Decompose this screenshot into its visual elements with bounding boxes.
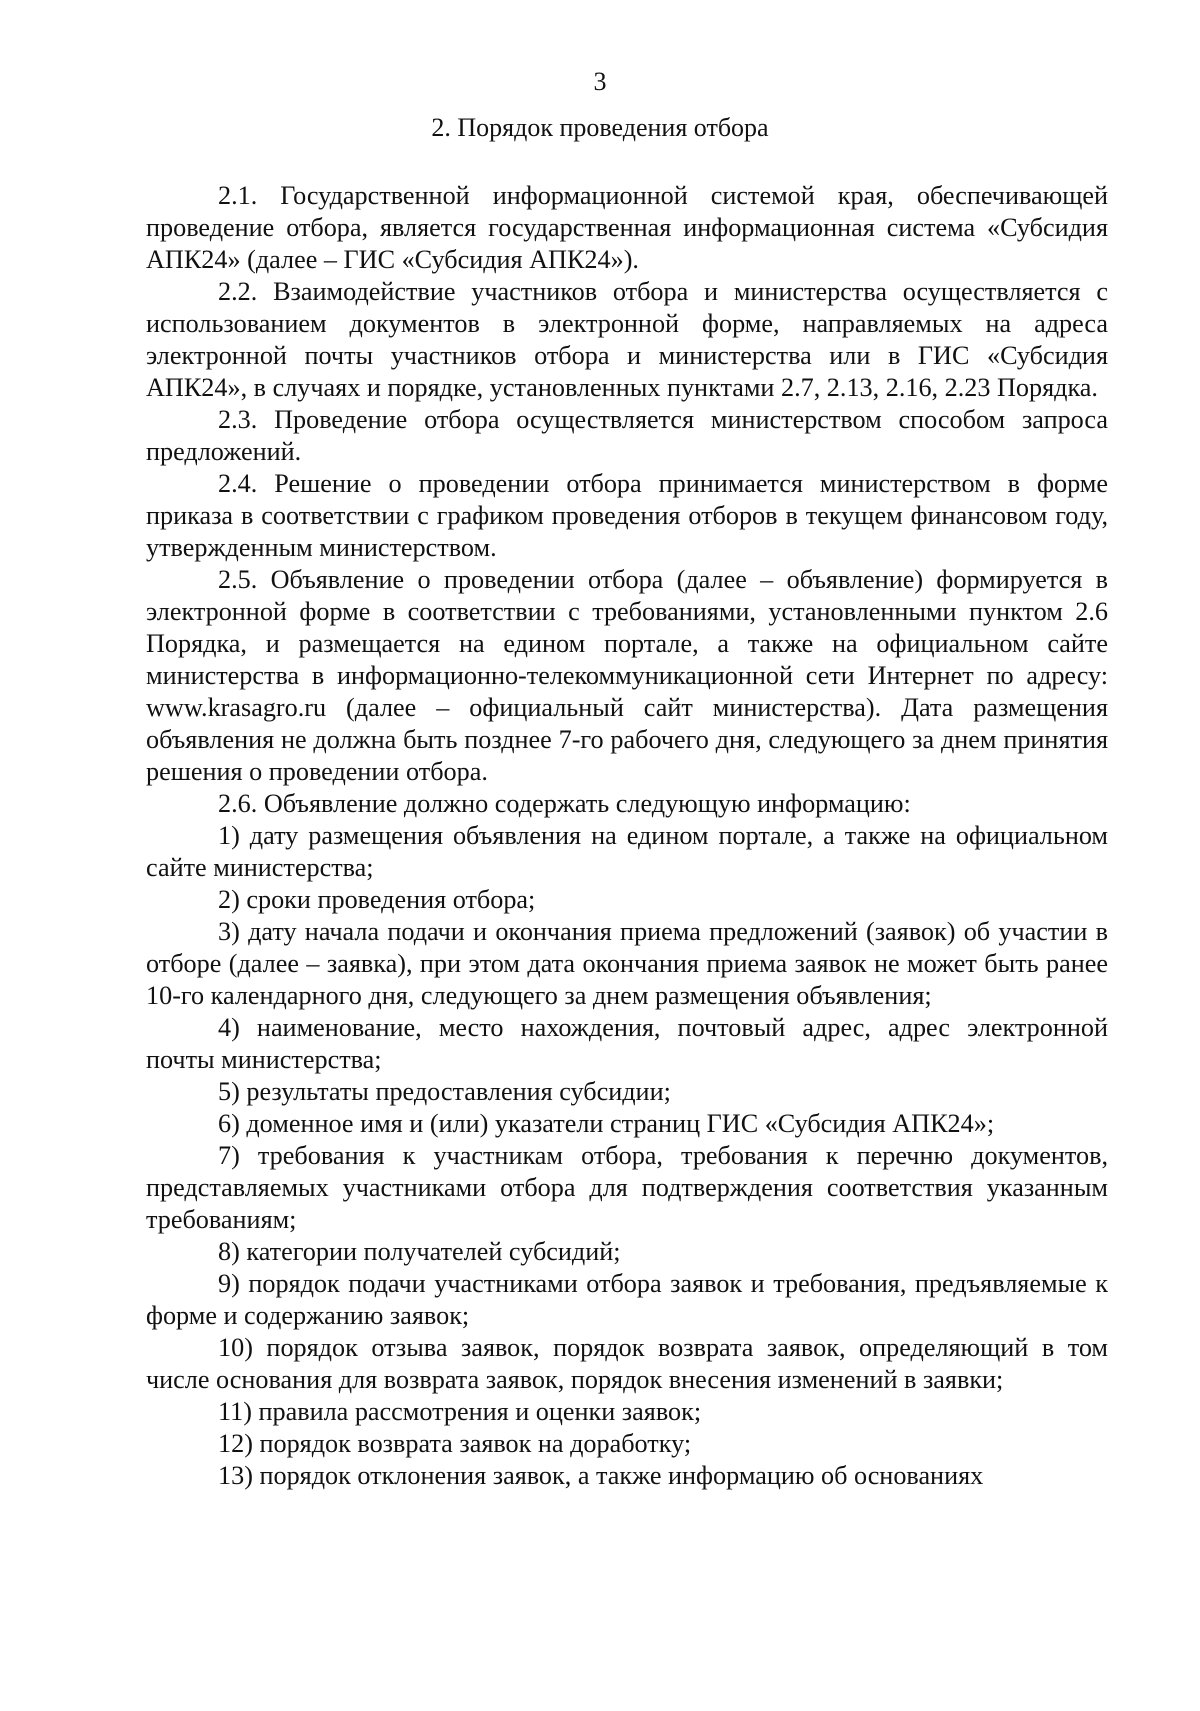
list-item-8: 8) категории получателей субсидий; bbox=[218, 1237, 621, 1266]
list-item-11: 11) правила рассмотрения и оценки заявок; bbox=[218, 1397, 702, 1426]
paragraph-2-2: 2.2. Взаимодействие участников отбора и министерства осуществляется с использованием документов в электронной форме, направляемых на адреса электронной почты участников отбора и министерства или в ГИС «Субсидия АПК24», в случаях и порядке, установленных пунктами 2.7, 2.13, 2.16, 2.23 Порядка. bbox=[146, 277, 1108, 402]
list-item-3: 3) дату начала подачи и окончания приема предложений (заявок) об участии в отборе (далее – заявка), при этом дата окончания приема заявок не может быть ранее 10-го календарного дня, следующего за днем размещения объявления; bbox=[146, 917, 1108, 1010]
paragraph-2-4: 2.4. Решение о проведении отбора принимается министерством в форме приказа в соответствии с графиком проведения отборов в текущем финансовом году, утвержденным министерством. bbox=[146, 469, 1108, 562]
paragraph-2-3: 2.3. Проведение отбора осуществляется министерством способом запроса предложений. bbox=[146, 405, 1108, 466]
list-item-9: 9) порядок подачи участниками отбора заявок и требования, предъявляемые к форме и содержанию заявок; bbox=[146, 1269, 1108, 1330]
list-item-6: 6) доменное имя и (или) указатели страниц ГИС «Субсидия АПК24»; bbox=[218, 1109, 995, 1138]
list-item-13: 13) порядок отклонения заявок, а также информацию об основаниях bbox=[218, 1461, 984, 1490]
list-item-10: 10) порядок отзыва заявок, порядок возврата заявок, определяющий в том числе основания для возврата заявок, порядок внесения изменений в заявки; bbox=[146, 1333, 1108, 1394]
paragraph-2-6: 2.6. Объявление должно содержать следующую информацию: bbox=[218, 789, 911, 818]
list-item-7: 7) требования к участникам отбора, требования к перечню документов, представляемых участниками отбора для подтверждения соответствия указанным требованиям; bbox=[146, 1141, 1108, 1234]
paragraph-2-5: 2.5. Объявление о проведении отбора (далее – объявление) формируется в электронной форме в соответствии с требованиями, установленными пунктом 2.6 Порядка, и размещается на едином портале, а также на официальном сайте министерства в информационно-телекоммуникационной сети Интернет по адресу: www.krasagro.ru (далее – официальный сайт министерства). Дата размещения объявления не должна быть позднее 7-го рабочего дня, следующего за днем принятия решения о проведении отбора. bbox=[146, 565, 1108, 786]
list-item-2: 2) сроки проведения отбора; bbox=[218, 885, 536, 914]
list-item-12: 12) порядок возврата заявок на доработку; bbox=[218, 1429, 692, 1458]
paragraph-2-1: 2.1. Государственной информационной системой края, обеспечивающей проведение отбора, является государственная информационная система «Субсидия АПК24» (далее – ГИС «Субсидия АПК24»). bbox=[146, 181, 1108, 274]
list-item-1: 1) дату размещения объявления на едином портале, а также на официальном сайте министерства; bbox=[146, 821, 1108, 882]
list-item-5: 5) результаты предоставления субсидии; bbox=[218, 1077, 671, 1106]
document-body bbox=[146, 180, 1108, 1492]
page-number: 3 bbox=[593, 67, 607, 96]
section-title: 2. Порядок проведения отбора bbox=[431, 113, 769, 142]
list-item-4: 4) наименование, место нахождения, почтовый адрес, адрес электронной почты министерства; bbox=[146, 1013, 1108, 1074]
